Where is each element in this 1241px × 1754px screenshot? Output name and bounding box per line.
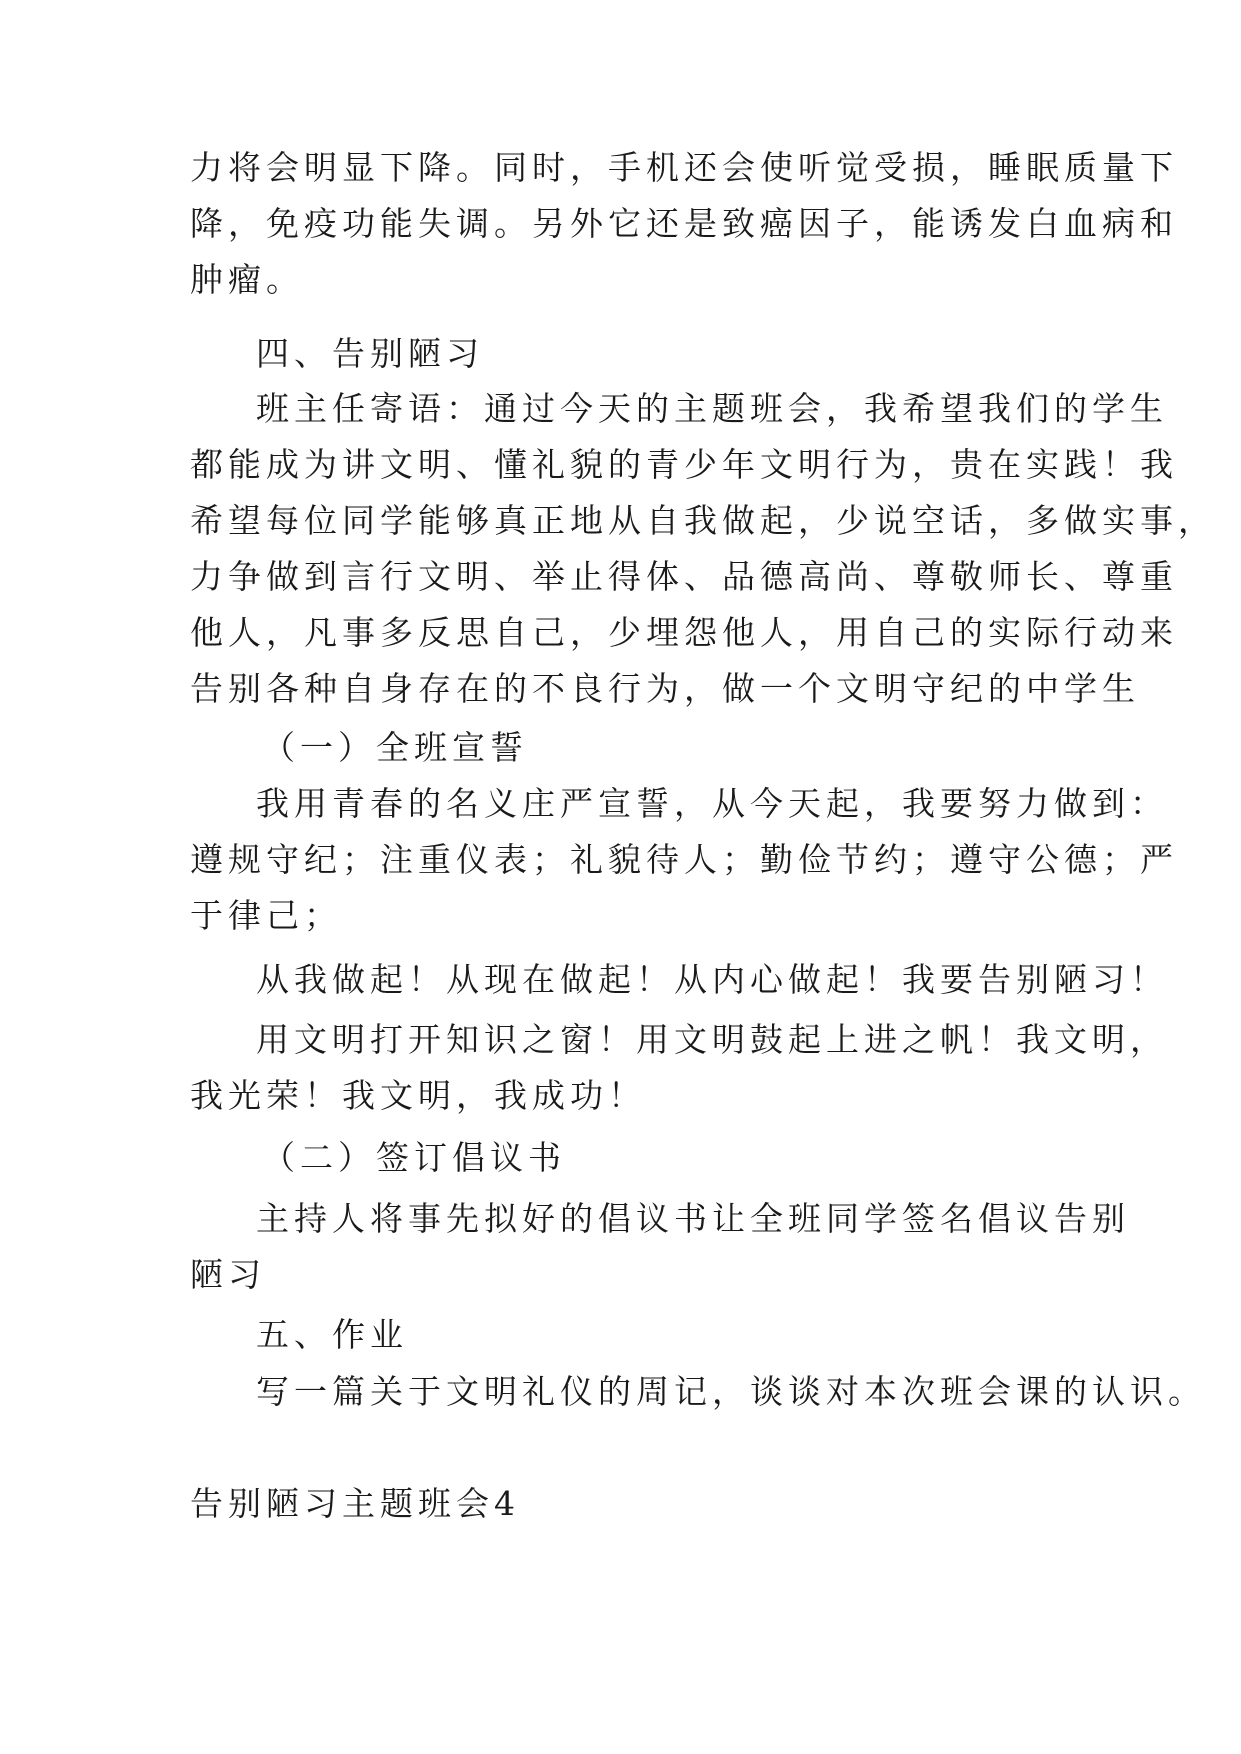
paragraph-line: 都能成为讲文明、懂礼貌的青少年文明行为，贵在实践！我 — [190, 445, 1178, 484]
paragraph-line: 力将会明显下降。同时，手机还会使听觉受损，睡眠质量下 — [190, 148, 1178, 187]
section-heading: 五、作业 — [256, 1315, 408, 1354]
paragraph-line: 班主任寄语：通过今天的主题班会，我希望我们的学生 — [256, 389, 1168, 428]
section-heading: 四、告别陋习 — [256, 334, 484, 373]
paragraph-line: 我用青春的名义庄严宣誓，从今天起，我要努力做到： — [256, 784, 1168, 823]
paragraph-line: 他人，凡事多反思自己，少埋怨他人，用自己的实际行动来 — [190, 613, 1178, 652]
paragraph-line: 从我做起！从现在做起！从内心做起！我要告别陋习！ — [256, 960, 1168, 999]
paragraph-line: 力争做到言行文明、举止得体、品德高尚、尊敬师长、尊重 — [190, 557, 1178, 596]
subsection-heading: （二）签订倡议书 — [262, 1138, 566, 1177]
paragraph-line: 陋习 — [190, 1255, 266, 1294]
document-heading: 告别陋习主题班会4 — [190, 1484, 520, 1523]
paragraph-line: 降，免疫功能失调。另外它还是致癌因子，能诱发白血病和 — [190, 204, 1178, 243]
paragraph-line: 告别各种自身存在的不良行为，做一个文明守纪的中学生 — [190, 669, 1140, 708]
paragraph-line: 肿瘤。 — [190, 260, 304, 299]
paragraph-line: 写一篇关于文明礼仪的周记，谈谈对本次班会课的认识。 — [256, 1372, 1206, 1411]
paragraph-line: 我光荣！我文明，我成功！ — [190, 1076, 646, 1115]
subsection-heading: （一）全班宣誓 — [262, 728, 528, 767]
paragraph-line: 用文明打开知识之窗！用文明鼓起上进之帆！我文明， — [256, 1020, 1168, 1059]
paragraph-line: 希望每位同学能够真正地从自我做起，少说空话，多做实事， — [190, 501, 1216, 540]
paragraph-line: 遵规守纪；注重仪表；礼貌待人；勤俭节约；遵守公德；严 — [190, 840, 1178, 879]
paragraph-line: 于律己； — [190, 896, 342, 935]
paragraph-line: 主持人将事先拟好的倡议书让全班同学签名倡议告别 — [256, 1199, 1130, 1238]
